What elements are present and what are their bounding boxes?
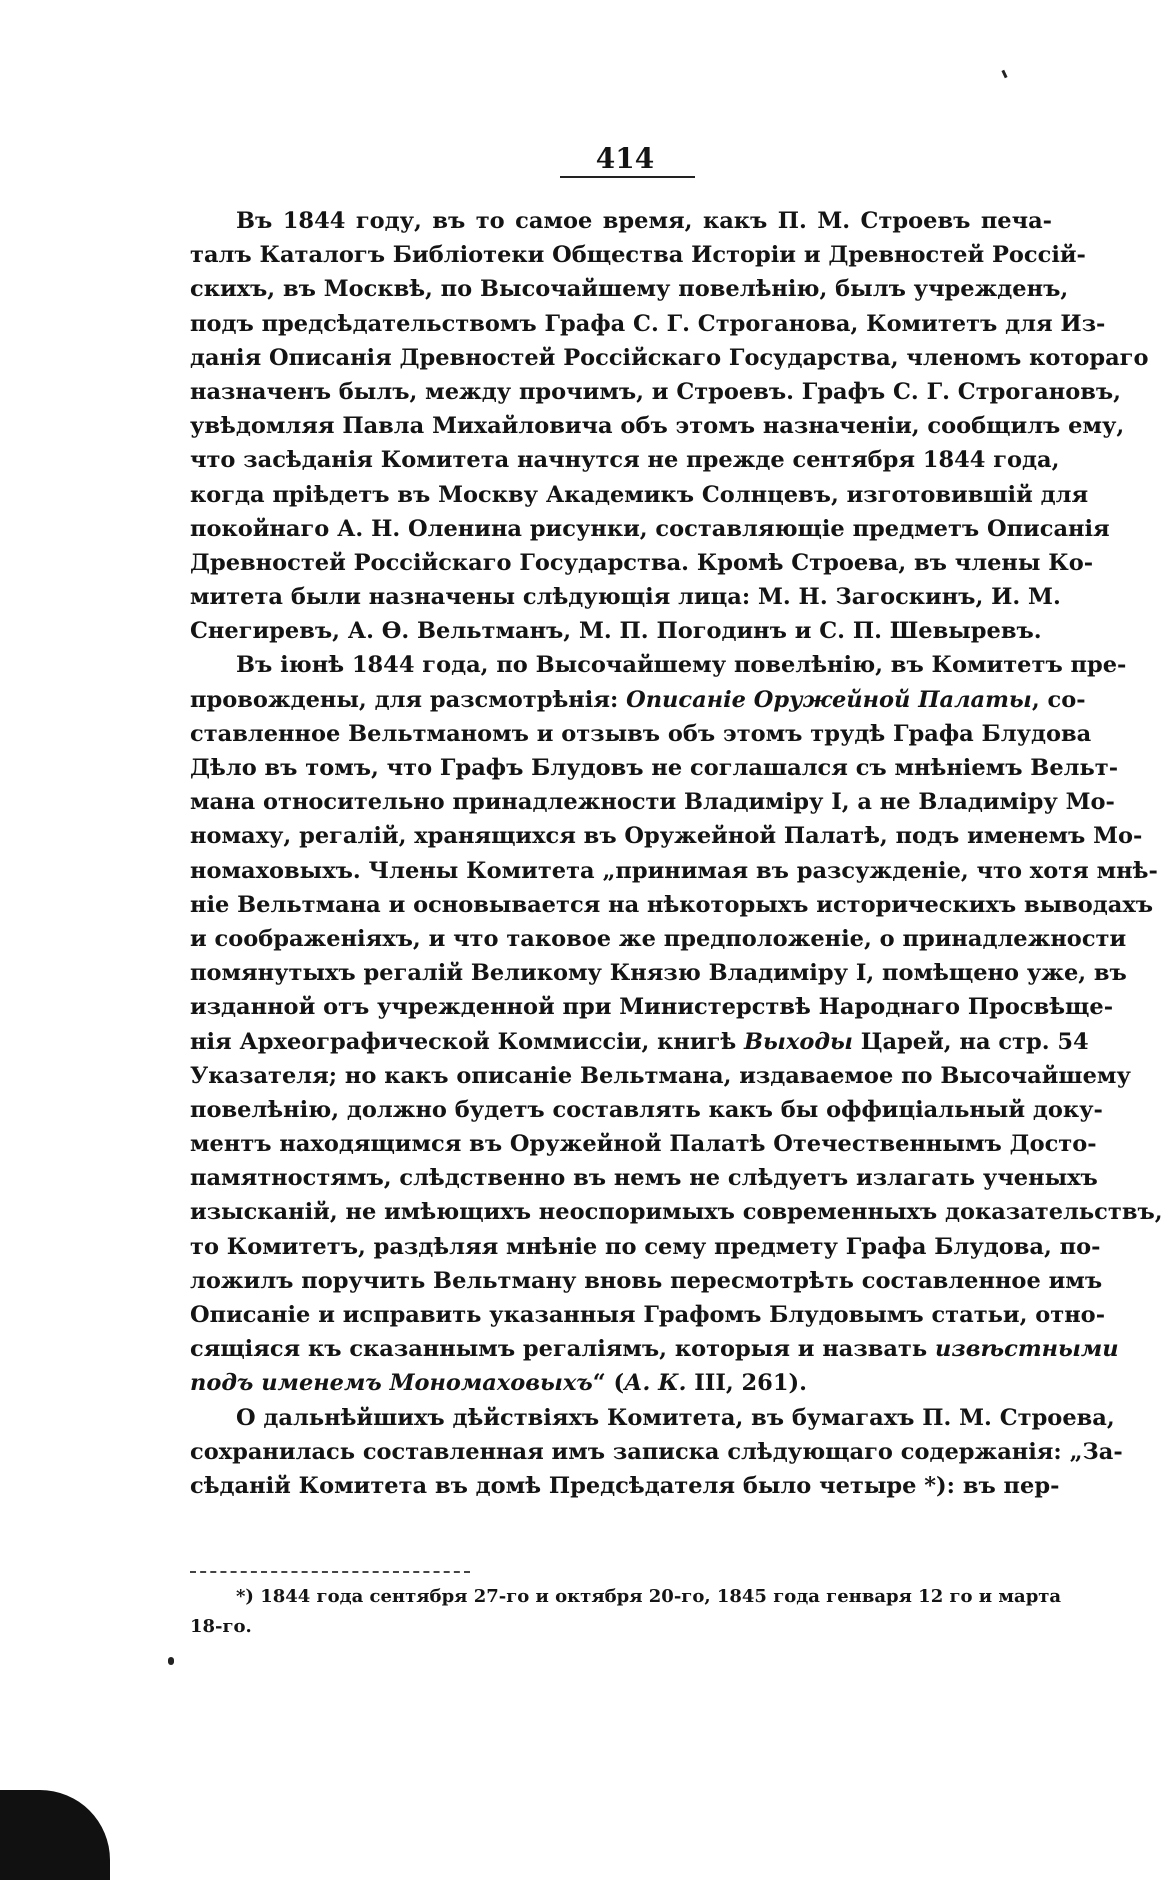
text-line: то Комитетъ, раздѣляя мнѣніе по сему предмету Графа Блудова, по- — [190, 1233, 1101, 1260]
text-segment: нія Археографической Коммиссіи, книгѣ — [190, 1028, 737, 1055]
page-number-underline — [560, 176, 695, 178]
text-line — [190, 1332, 1119, 1366]
text-line: назначенъ былъ, между прочимъ, и Строевъ. Графъ С. Г. Строгановъ, — [190, 378, 1121, 405]
scan-speck — [168, 1657, 174, 1665]
text-line: скихъ, въ Москвѣ, по Высочайшему повелѣнію, былъ учрежденъ, — [190, 276, 1069, 303]
italic-phrase: извѣстными — [935, 1336, 1119, 1363]
text-segment: III, 261). — [686, 1370, 807, 1397]
text-line: Древностей Россійскаго Государства. Кромѣ Строева, въ члены Ко- — [190, 549, 1094, 576]
text-line: Дѣло въ томъ, что Графъ Блудовъ не соглашался съ мнѣніемъ Вельт- — [190, 755, 1119, 781]
text-line: покойнаго А. Н. Оленина рисунки, составляющіе предметъ Описанія — [190, 515, 1110, 542]
footnote — [190, 1582, 1062, 1642]
text-line: и соображеніяхъ, и что таковое же предположеніе, о принадлежности — [190, 925, 1127, 952]
text-line: Въ іюнѣ 1844 года, по Высочайшему повелѣнію, въ Комитетъ пре- — [236, 652, 1127, 679]
italic-citation: А. К. — [624, 1370, 687, 1397]
text-line: ментъ находящимся въ Оружейной Палатѣ Отечественнымъ Досто- — [190, 1131, 1097, 1158]
text-line: ставленное Вельтманомъ и отзывъ объ этомъ трудѣ Графа Блудова — [190, 720, 1092, 747]
text-line: увѣдомляя Павла Михайловича объ этомъ назначеніи, сообщилъ ему, — [190, 413, 1125, 440]
text-line: что засѣданія Комитета начнутся не прежде сентября 1844 года, — [190, 447, 1060, 474]
text-line: когда пріѣдетъ въ Москву Академикъ Солнцевъ, изготовившій для — [190, 481, 1089, 508]
text-segment: “ ( — [592, 1370, 625, 1397]
text-line — [190, 1366, 1052, 1400]
body-text — [190, 204, 1163, 1503]
italic-title: Выходы — [744, 1028, 853, 1055]
text-line: изысканій, не имѣющихъ неоспоримыхъ современныхъ доказательствъ, — [190, 1199, 1163, 1226]
text-line: сохранилась составленная имъ записка слѣдующаго содержанія: „За- — [190, 1438, 1123, 1465]
text-segment: провождены, для разсмотрѣнія: — [190, 686, 619, 713]
text-line: Указателя; но какъ описаніе Вельтмана, издаваемое по Высочайшему — [190, 1062, 1131, 1089]
page-number: 414 — [595, 142, 655, 175]
italic-title: Описаніе Оружейной Палаты — [626, 686, 1032, 713]
text-line — [190, 1025, 1089, 1059]
text-line: помянутыхъ регалій Великому Князю Владиміру I, помѣщено уже, въ — [190, 960, 1127, 987]
scan-edge-blot — [0, 1790, 110, 1880]
text-line: мана относительно принадлежности Владиміру I, а не Владиміру Мо- — [190, 789, 1115, 816]
scan-speck — [1001, 70, 1007, 79]
text-line: Снегиревъ, А. Ѳ. Вельтманъ, М. П. Погодинъ и С. П. Шевыревъ. — [190, 618, 1042, 645]
text-line: номаху, регалій, хранящихся въ Оружейной Палатѣ, подъ именемъ Мо- — [190, 823, 1143, 850]
text-line: О дальнѣйшихъ дѣйствіяхъ Комитета, въ бумагахъ П. М. Строева, — [236, 1404, 1115, 1431]
text-line — [190, 683, 1086, 717]
text-line: данія Описанія Древностей Россійскаго Государства, членомъ котораго — [190, 344, 1149, 371]
text-line: ложилъ поручить Вельтману вновь пересмотрѣть составленное имъ — [190, 1267, 1103, 1294]
text-line: Описаніе и исправить указанныя Графомъ Блудовымъ статьи, отно- — [190, 1302, 1106, 1328]
footnote-line: *) 1844 года сентября 27-го и октября 20-го, 1845 года генваря 12 го и марта — [236, 1586, 1062, 1607]
text-line: Въ 1844 году, въ то самое время, какъ П. М. Строевъ печа- — [236, 208, 1052, 234]
text-line: митета были назначены слѣдующія лица: М. Н. Загоскинъ, И. М. — [190, 584, 1061, 611]
text-line: ніе Вельтмана и основывается на нѣкоторыхъ историческихъ выводахъ — [190, 891, 1154, 918]
text-line: памятностямъ, слѣдственно въ немъ не слѣдуетъ излагать ученыхъ — [190, 1165, 1098, 1192]
footnote-line: 18-го. — [190, 1616, 252, 1637]
text-line: изданной отъ учрежденной при Министерствѣ Народнаго Просвѣще- — [190, 994, 1114, 1021]
text-line: талъ Каталогъ Библіотеки Общества Исторіи и Древностей Россій- — [190, 242, 1086, 269]
text-line: подъ предсѣдательствомъ Графа С. Г. Строганова, Комитетъ для Из- — [190, 310, 1106, 337]
text-line: номаховыхъ. Члены Комитета „принимая въ разсужденіе, что хотя мнѣ- — [190, 857, 1158, 884]
italic-phrase: подъ именемъ Мономаховыхъ — [190, 1370, 593, 1397]
text-line: повелѣнію, должно будетъ составлять какъ бы оффиціальный доку- — [190, 1096, 1103, 1123]
text-segment: , со- — [1031, 686, 1086, 713]
text-segment: Царей, на стр. 54 — [860, 1028, 1089, 1055]
footnote-divider — [190, 1571, 470, 1573]
text-line: сѣданій Комитета въ домѣ Предсѣдателя было четыре *): въ пер- — [190, 1472, 1060, 1499]
text-segment: сящіяся къ сказаннымъ регаліямъ, которыя и назвать — [190, 1336, 928, 1363]
